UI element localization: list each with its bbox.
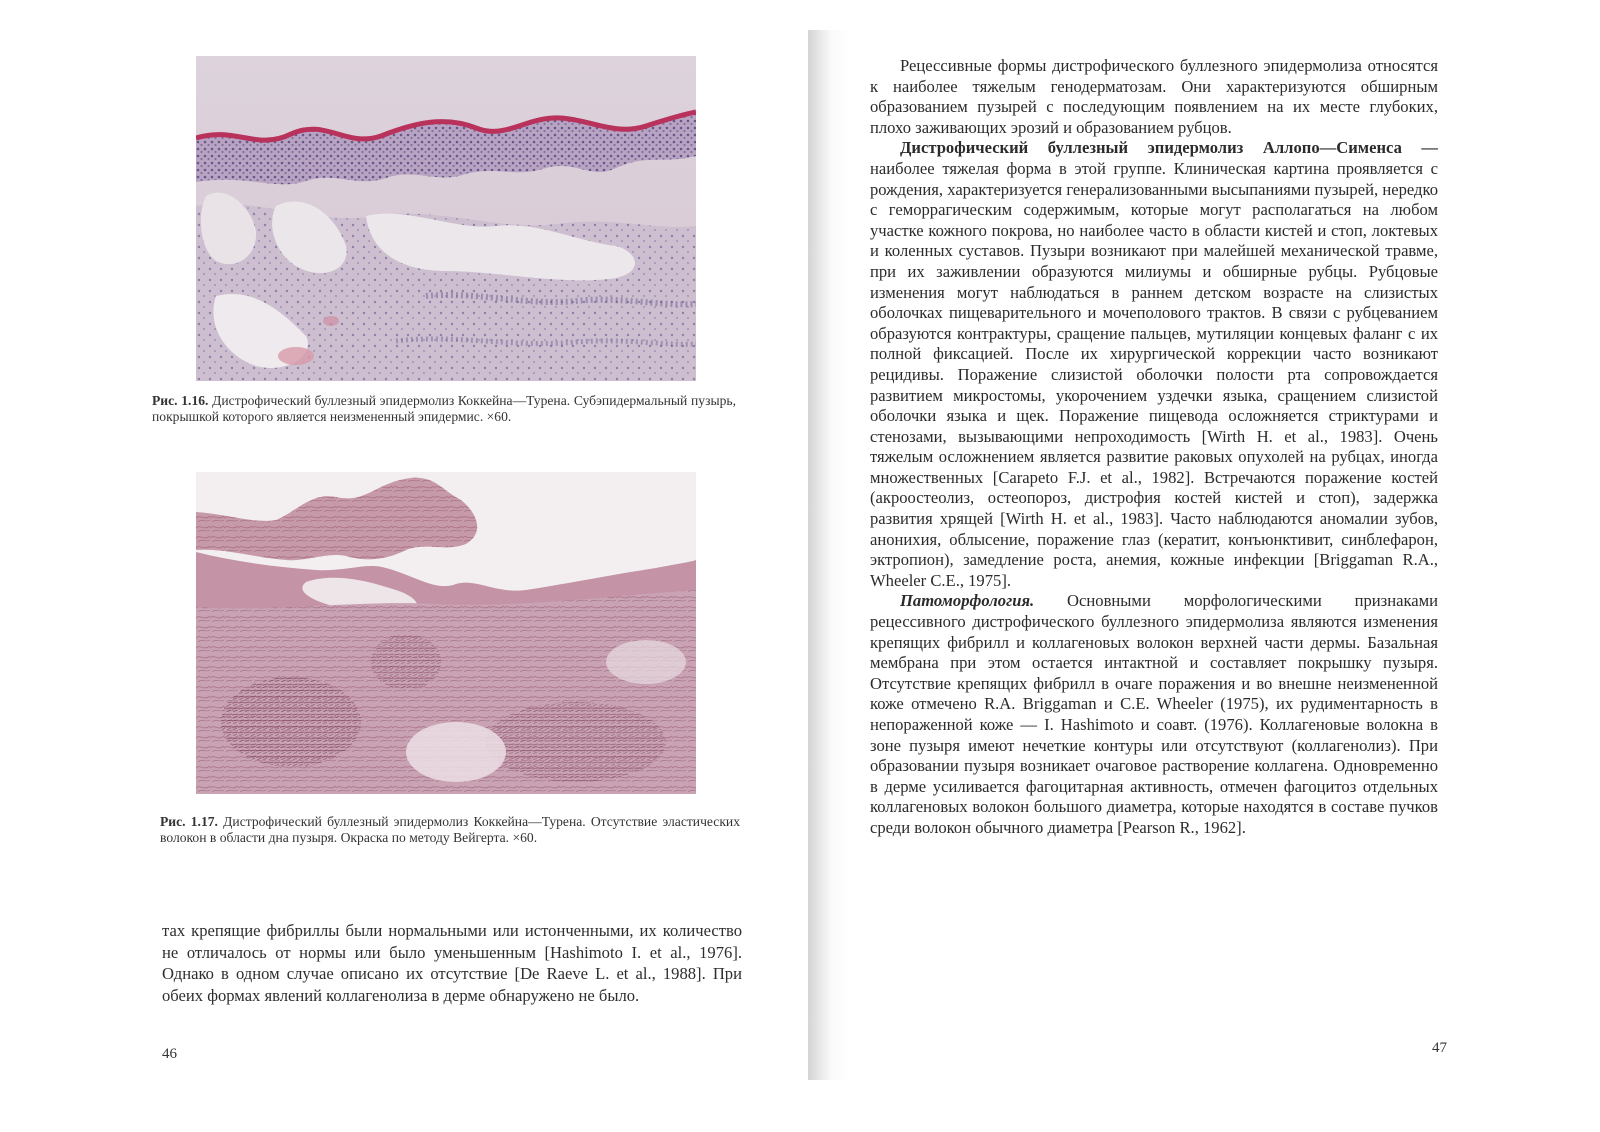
histology-image-epidermis: [196, 56, 696, 381]
right-page-body-text: [870, 56, 1438, 839]
histology-figure-1-16: [196, 56, 696, 381]
left-page-body-text: тах крепящие фибриллы были нормальными или истонченными, их количество не отличалось от нормы или было уменьшенным [Hashimoto I. et al., 1976]. Однако в одном случае описано их отсутствие [De Raeve L. et al., 1988]. При обеих формах явлений коллагенолиза в дерме обнаружено не было.: [162, 921, 742, 1005]
figure-1-17-caption: [160, 814, 740, 846]
figure-label: Рис. 1.17.: [160, 814, 218, 829]
page-number-right: 47: [1432, 1040, 1447, 1056]
section-heading: Патоморфология.: [900, 591, 1035, 611]
paragraph-pathomorphology: [870, 591, 1438, 838]
histology-image-weigert-stain: [196, 472, 696, 794]
histology-figure-1-17: [196, 472, 696, 794]
paragraph-hallopeau-siemens: [870, 138, 1438, 591]
paragraph-text: наиболее тяжелая форма в этой группе. Клиническая картина проявляется с рождения, характеризуется генерализованными высыпаниями пузырей, нередко с геморрагическим содержимым, которые могут располагаться на любом участке кожного покрова, но наиболее часто в области кистей и стоп, локтевых и коленных суставов. Пузыри возникают при малейшей механической травме, при их заживлении образуются милиумы и обширные рубцы. Рубцовые изменения могут наблюдаться в раннем детском возрасте на слизистых оболочках пищеварительного и мочеполового трактов. В связи с рубцеванием образуются контрактуры, сращение пальцев, мутиляции концевых фаланг с их полной фиксацией. После их хирургической коррекции часто возникают рецидивы. Поражение слизистой оболочки полости рта сопровождается развитием микростомы, укорочением уздечки языка, сращением слизистой оболочки языка и щек. Поражение пищевода осложняется стриктурами и стенозами, вызывающими непроходимость [Wirth H. et al., 1983]. Очень тяжелым осложнением является развитие раковых опухолей на рубцах, иногда множественных [Carapeto F.J. et al., 1982]. Встречаются поражение костей (акроостеолиз, остеопороз, дистрофия костей кистей и стоп), задержка развития хрящей [Wirth H. et al., 1983]. Часто наблюдаются аномалии зубов, анонихия, облысение, поражение глаз (кератит, конъюнктивит, синблефарон, эктропион), замедление роста, анемия, кожные инфекции [Briggaman R.A., Wheeler C.E., 1975].: [870, 158, 1438, 590]
paragraph-recessive-forms: Рецессивные формы дистрофического буллезного эпидермолиза относятся к наиболее тяжелым генодерматозам. Они характеризуются обширным образованием пузырей с последующим появлением на их месте глубоких, плохо заживающих эрозий и образованием рубцов.: [870, 56, 1438, 137]
figure-1-16-caption: [152, 393, 736, 425]
section-heading: Дистрофический буллезный эпидермолиз Аллопо—Сименса —: [900, 138, 1438, 158]
paragraph-text: Основными морфологическими признаками рецессивного дистрофического буллезного эпидермолиза являются изменения крепящих фибрилл и коллагеновых волокон верхней части дермы. Базальная мембрана при этом остается интактной и составляет покрышку пузыря. Отсутствие крепящих фибрилл в очаге поражения и во внешне неизмененной коже отмечено R.A. Briggaman и C.E. Wheeler (1975), их рудиментарность в непораженной коже — I. Hashimoto и соавт. (1976). Коллагеновые волокна в зоне пузыря имеют нечеткие контуры или отсутствуют (коллагенолиз). При образовании пузыря возникает очаговое растворение коллагена. Одновременно в дерме усиливается фагоцитарная активность, отмечен фагоцитоз отдельных коллагеновых волокон большого диаметра, которые находятся в составе пучков среди волокон обычного диаметра [Pearson R., 1962].: [870, 591, 1438, 837]
figure-label: Рис. 1.16.: [152, 393, 209, 408]
caption-text: Дистрофический буллезный эпидермолиз Коккейна—Турена. Субэпидермальный пузырь, покрышкой которого является неизмененный эпидермис. ×60.: [152, 393, 736, 424]
caption-text: Дистрофический буллезный эпидермолиз Коккейна—Турена. Отсутствие эластических волокон в области дна пузыря. Окраска по методу Вейгерта. ×60.: [160, 814, 740, 845]
page-number-left: 46: [162, 1046, 177, 1062]
